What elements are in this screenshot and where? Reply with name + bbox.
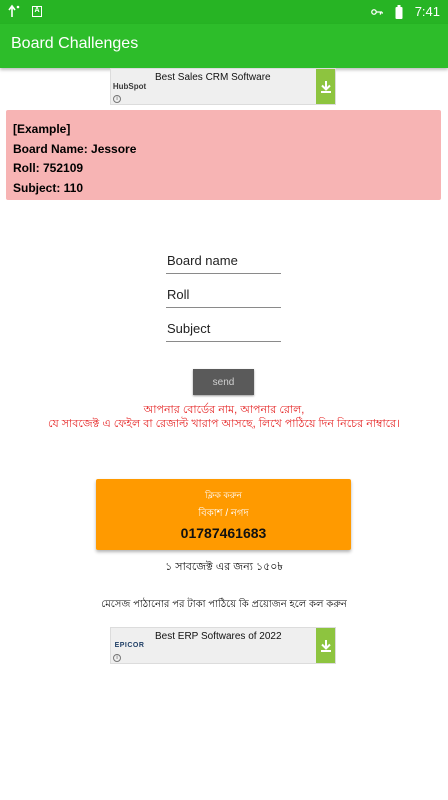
price-text: ১ সাবজেক্ট এর জন্য ১৫০৳ <box>165 561 283 573</box>
ad-logo: HubSpot <box>112 82 147 91</box>
key-icon <box>371 5 383 19</box>
subject-field[interactable] <box>166 316 281 342</box>
payment-click-label: ক্লিক করুন <box>205 490 242 500</box>
subject-input[interactable] <box>166 316 281 340</box>
app-title: Board Challenges <box>11 35 139 52</box>
ad-banner-bottom[interactable] <box>110 627 336 664</box>
roll-input[interactable] <box>166 282 281 306</box>
example-box <box>6 110 441 200</box>
ad-info-icon[interactable]: i <box>113 654 121 662</box>
payment-phone-number: 01787461683 <box>180 525 267 541</box>
notice-line-2: যে সাবজেক্ট এ ফেইল বা রেজাল্ট খারাপ আসছে, লিখে পাঠিয়ে দিন নিচের নাম্বারে। <box>47 418 401 430</box>
download-icon[interactable] <box>316 628 335 663</box>
roll-field[interactable] <box>166 282 281 308</box>
ad-text: Best ERP Softwares of 2022 <box>155 631 282 642</box>
notice-line-1: আপনার বোর্ডের নাম, আপনার রোল, <box>143 404 305 416</box>
payment-call-button[interactable] <box>96 479 351 550</box>
notice-text <box>0 403 448 431</box>
example-subject: Subject: 110 <box>13 180 84 195</box>
send-button[interactable]: send <box>193 369 254 395</box>
status-time: 7:41 <box>414 4 440 19</box>
app-bar <box>0 24 448 68</box>
ad-logo: EPICOR <box>114 642 145 649</box>
payment-method-label: বিকাশ / নগদ <box>198 508 249 519</box>
notification-a-icon: A <box>32 6 42 17</box>
board-name-input[interactable] <box>166 248 281 272</box>
ad-banner-top[interactable] <box>110 68 336 105</box>
board-name-field[interactable] <box>166 248 281 274</box>
download-icon[interactable] <box>316 69 335 104</box>
instruction-text: মেসেজ পাঠানোর পর টাকা পাঠিয়ে কি প্রয়োজন হলে কল করুন <box>101 599 347 610</box>
example-board: Board Name: Jessore <box>13 141 137 156</box>
signal-up-icon <box>8 4 20 18</box>
example-heading: [Example] <box>13 122 71 136</box>
ad-info-icon[interactable]: i <box>113 95 121 103</box>
battery-icon <box>393 5 405 19</box>
status-bar <box>0 0 448 24</box>
ad-text: Best Sales CRM Software <box>155 72 271 83</box>
example-roll: Roll: 752109 <box>13 161 84 175</box>
